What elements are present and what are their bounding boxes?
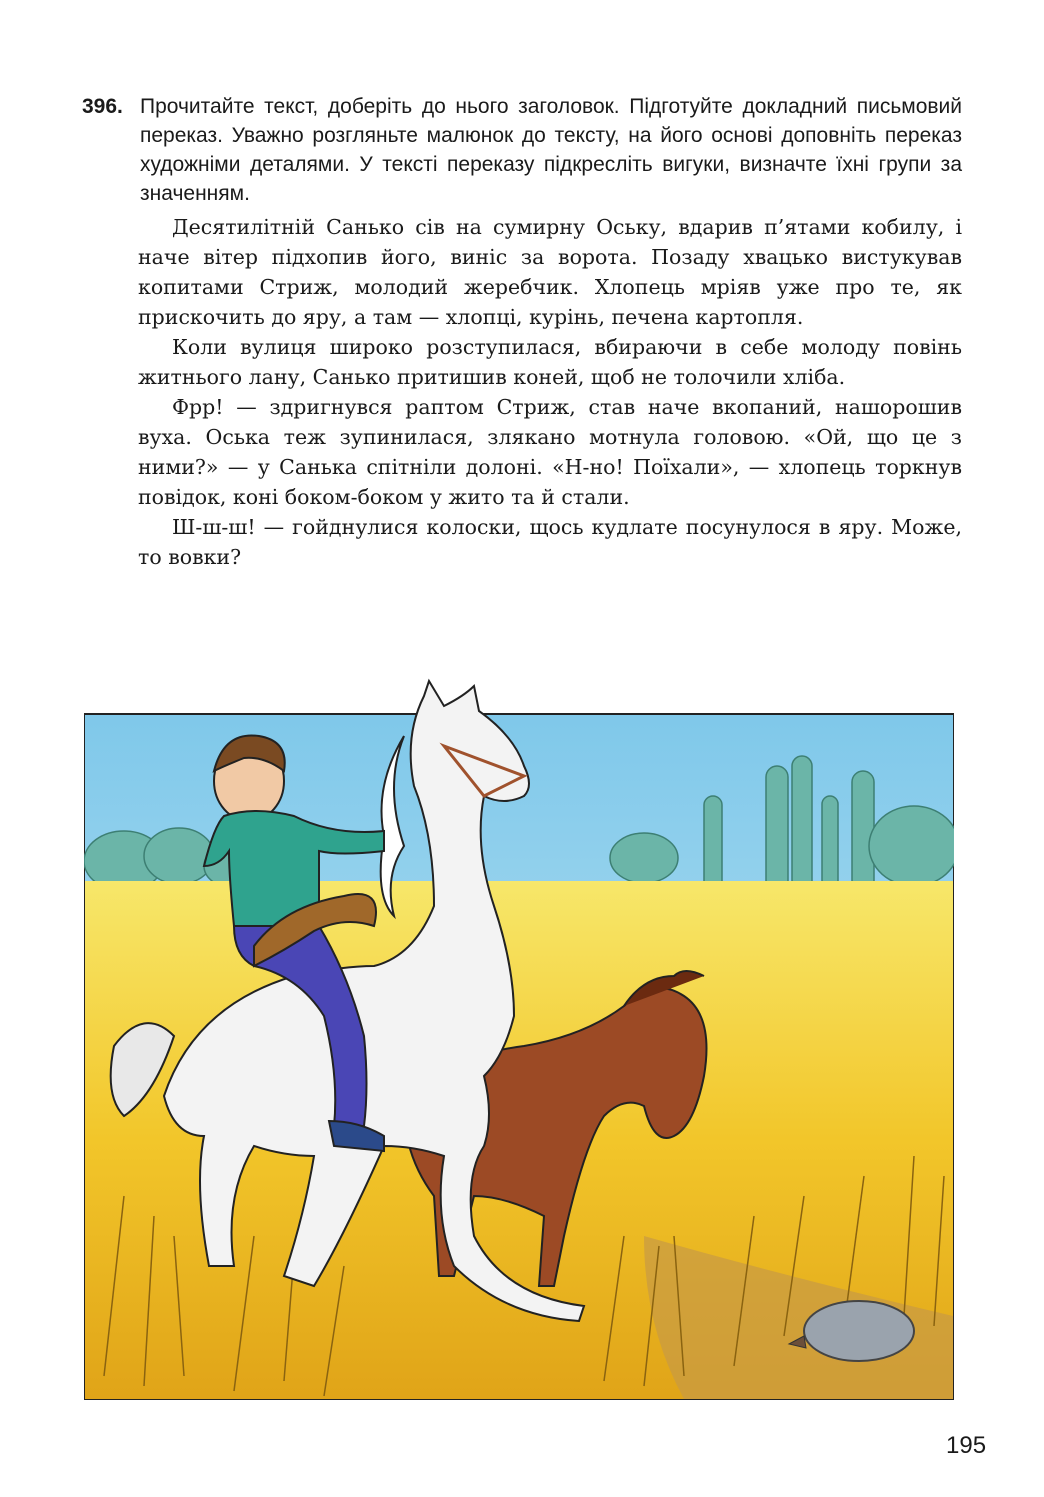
illustration-svg	[84, 676, 954, 1400]
story-text	[138, 212, 962, 572]
exercise-task: Прочитайте текст, доберіть до нього заголовок. Підготуйте докладний письмовий переказ. Уважно розгляньте малюнок до тексту, на його основі доповніть переказ художніми деталями. У тексті переказу підкресліть вигуки, визначте їхні групи за значенням.	[140, 95, 962, 205]
story-paragraph: Коли вулиця широко розступилася, вбираючи в себе молоду повінь житнього лану, Санько притишив коней, щоб не толочили хліба.	[138, 335, 962, 389]
story-paragraph: Десятилітній Санько сів на сумирну Оську, вдарив п’ятами кобилу, і наче вітер підхопив його, виніс за ворота. Позаду хвацько вистукував копитами Стриж, молодий жеребчик. Хлопець мріяв уже про те, як прискочить до яру, а там — хлопці, курінь, печена картопля.	[138, 215, 962, 329]
page-number: 195	[946, 1432, 987, 1459]
exercise-block	[82, 92, 962, 208]
story-illustration	[84, 676, 954, 1400]
story-paragraph: Ш-ш-ш! — гойднулися колоски, щось кудлате посунулося в яру. Може, то вовки?	[138, 515, 962, 569]
exercise-number: 396.	[82, 95, 123, 118]
story-paragraph: Фрр! — здригнувся раптом Стриж, став наче вкопаний, нашорошив вуха. Оська теж зупинилася, злякано мотнула головою. «Ой, що це з ними?» — у Санька спітніли долоні. «Н-но! Поїхали», — хлопець торкнув повідок, коні боком-боком у жито та й стали.	[138, 395, 962, 509]
